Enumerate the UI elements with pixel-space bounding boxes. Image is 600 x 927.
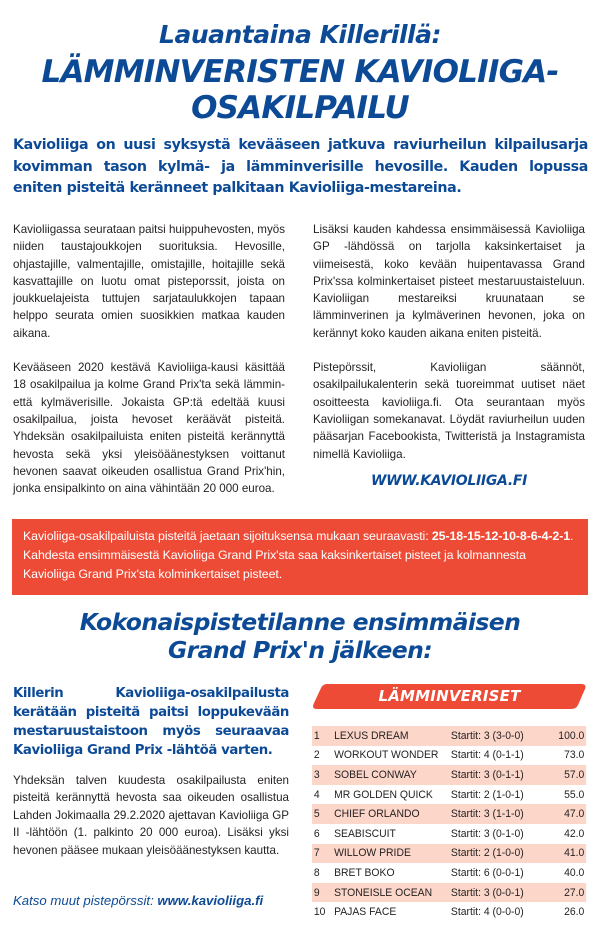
row-position: 10: [313, 906, 326, 919]
kicker: Lauantaina Killerillä:: [159, 20, 441, 49]
section-title-line-1: Kokonaispistetilanne ensimmäisen: [79, 608, 521, 636]
row-horse-name: BRET BOKO: [334, 866, 395, 879]
table-row: [312, 844, 586, 864]
headline: [0, 54, 600, 126]
table-row: [312, 726, 586, 746]
row-starts: Startit: 3 (0-1-1): [450, 768, 524, 781]
table-row: [312, 824, 586, 844]
right-paragraph-2: Pistepörssit, Kavioliigan säännöt, osakilpailukalenterin sekä tuoreimmat uutiset näet osoitteesta kavioliiga.fi. Ota seurantaan myös Kavioliigan somekanavat. Löydät raviurheilun uuden pääsarjan Facebookista, Twitteristä ja Instagramista nimellä Kavioliiga.: [313, 361, 585, 461]
row-points: 73.0: [564, 749, 585, 762]
row-position: 9: [313, 886, 320, 899]
row-position: 1: [313, 729, 320, 742]
row-points: 27.0: [564, 886, 585, 899]
left-paragraph-2: Kevääseen 2020 kestävä Kavioliiga-kausi käsittää 18 osakilpailua ja kolme Grand Prix'ta sekä lämmin- että kylmäverisille. Jokaista GP:tä edeltää kuusi osakilpailua, joista hevoset keräävät pisteitä. Yhdeksän osakilpailuista eniten pisteitä kerännyttä hevosta sekä yksi yleisöäänestyksen voittanut hevonen saavat oikeuden osallistua Grand Prix'hin, jonka ensipalkinto on aina vähintään 20 000 euroa.: [13, 361, 285, 496]
website-link[interactable]: WWW.KAVIOLIIGA.FI: [370, 473, 528, 489]
row-points: 26.0: [564, 906, 585, 919]
right-paragraph-1: Lisäksi kauden kahdessa ensimmäisessä Kavioliiga GP -lähdössä on tarjolla kaksinkertaiset ja viimeisestä, koko kevään huipentavassa Grand Prix'ssa kolminkertaiset pisteet mestaruustaisteluun. Kavioliigan mestareiksi kruunataan se lämminverinen ja kylmäverinen hevonen, joka on kerännyt koko kauden aikana eniten pisteitä.: [313, 223, 585, 340]
row-horse-name: SOBEL CONWAY: [334, 768, 417, 781]
row-horse-name: PAJAS FACE: [334, 906, 397, 919]
table-row: [312, 765, 586, 785]
see-more-label: Katso muut pistepörssit:: [13, 893, 158, 908]
points-text-after: . Kahdesta ensimmäisestä Kavioliiga Grand Prix'sta saa kaksinkertaiset pisteet ja kolmannesta Kavioliiga Grand Prix'sta kolminkertaiset pisteet.: [23, 529, 574, 581]
standings-body: Yhdeksän talven kuudesta osakilpailusta eniten pisteitä kerännyttä hevosta saa oikeuden osallistua Lahden Jokimaalla 29.2.2020 ajettavan Kavioliiga GP II -lähtöön (1. palkinto 20 000 euroa). Lisäksi yksi hevonen pääsee mukaan yleisöäänestyksen kautta.: [13, 774, 289, 857]
standings-section-title: [0, 608, 600, 664]
row-position: 2: [313, 749, 320, 762]
points-info-box: [12, 519, 588, 595]
row-starts: Startit: 3 (0-0-1): [450, 886, 524, 899]
standings-banner: [313, 684, 586, 709]
see-more-line: [13, 893, 303, 908]
row-horse-name: WORKOUT WONDER: [334, 749, 439, 762]
lead-paragraph: Kavioliiga on uusi syksystä kevääseen jatkuva raviurheilun kilpailusarja kovimman tason kylmä- ja lämminverisille hevosille. Kauden lopussa eniten pisteitä keränneet palkitaan Kavioliiga-mestareina.: [13, 137, 588, 196]
standings-lead: Killerin Kavioliiga-osakilpailusta kerätään pisteitä paitsi loppukevään mestaruustaistoon myös seuraavaa Kavioliiga Grand Prix -lähtöä varten.: [13, 686, 289, 758]
row-position: 3: [313, 768, 320, 781]
see-more-link[interactable]: www.kavioliiga.fi: [157, 893, 264, 908]
table-row: [312, 804, 586, 824]
points-scale: 25-18-15-12-10-8-6-4-2-1: [431, 529, 570, 543]
row-points: 40.0: [564, 866, 585, 879]
row-starts: Startit: 4 (0-1-1): [450, 749, 524, 762]
row-horse-name: WILLOW PRIDE: [334, 847, 411, 860]
row-starts: Startit: 2 (1-0-1): [450, 788, 524, 801]
row-position: 4: [313, 788, 320, 801]
row-starts: Startit: 4 (0-0-0): [450, 906, 524, 919]
row-horse-name: MR GOLDEN QUICK: [334, 788, 433, 801]
row-position: 6: [313, 827, 320, 840]
row-position: 5: [313, 808, 320, 821]
row-horse-name: STONEISLE OCEAN: [334, 886, 433, 899]
row-position: 7: [313, 847, 320, 860]
banner-title: LÄMMINVERISET: [378, 687, 521, 705]
row-points: 42.0: [564, 827, 585, 840]
row-points: 57.0: [564, 768, 585, 781]
row-starts: Startit: 3 (0-1-0): [450, 827, 524, 840]
table-row: [312, 863, 586, 883]
right-column: [313, 221, 585, 480]
row-points: 47.0: [564, 808, 585, 821]
row-starts: Startit: 2 (1-0-0): [450, 847, 524, 860]
row-points: 41.0: [564, 847, 585, 860]
left-column: [13, 221, 285, 514]
row-starts: Startit: 3 (3-0-0): [450, 729, 524, 742]
table-row: [312, 902, 586, 922]
headline-line-2: OSAKILPAILU: [191, 90, 409, 126]
row-position: 8: [313, 866, 320, 879]
left-paragraph-1: Kavioliigassa seurataan paitsi huippuhevosten, myös niiden taustajoukkojen suorituksia. Hevosille, ohjastajille, valmentajille, omistajille, hoitajille sekä kasvattajille on luotu omat pisteporssit, joista on joukkuelajeista tuttujen sarjataulukkojen tapaan helppo seurata omien suosikkien matkaa kauden aikana.: [13, 223, 285, 340]
row-points: 100.0: [558, 729, 585, 742]
points-text-before: Kavioliiga-osakilpailuista pisteitä jaetaan sijoituksensa mukaan seuraavasti:: [23, 529, 432, 543]
row-horse-name: CHIEF ORLANDO: [334, 808, 420, 821]
row-horse-name: LEXUS DREAM: [334, 729, 409, 742]
row-starts: Startit: 6 (0-0-1): [450, 866, 524, 879]
headline-line-1: LÄMMINVERISTEN KAVIOLIIGA-: [41, 54, 559, 90]
row-starts: Startit: 3 (1-1-0): [450, 808, 524, 821]
row-points: 55.0: [564, 788, 585, 801]
table-row: [312, 746, 586, 766]
table-row: [312, 785, 586, 805]
standings-table: [312, 726, 586, 922]
table-row: [312, 883, 586, 903]
row-horse-name: SEABISCUIT: [334, 827, 396, 840]
section-title-line-2: Grand Prix'n jälkeen:: [167, 636, 433, 664]
